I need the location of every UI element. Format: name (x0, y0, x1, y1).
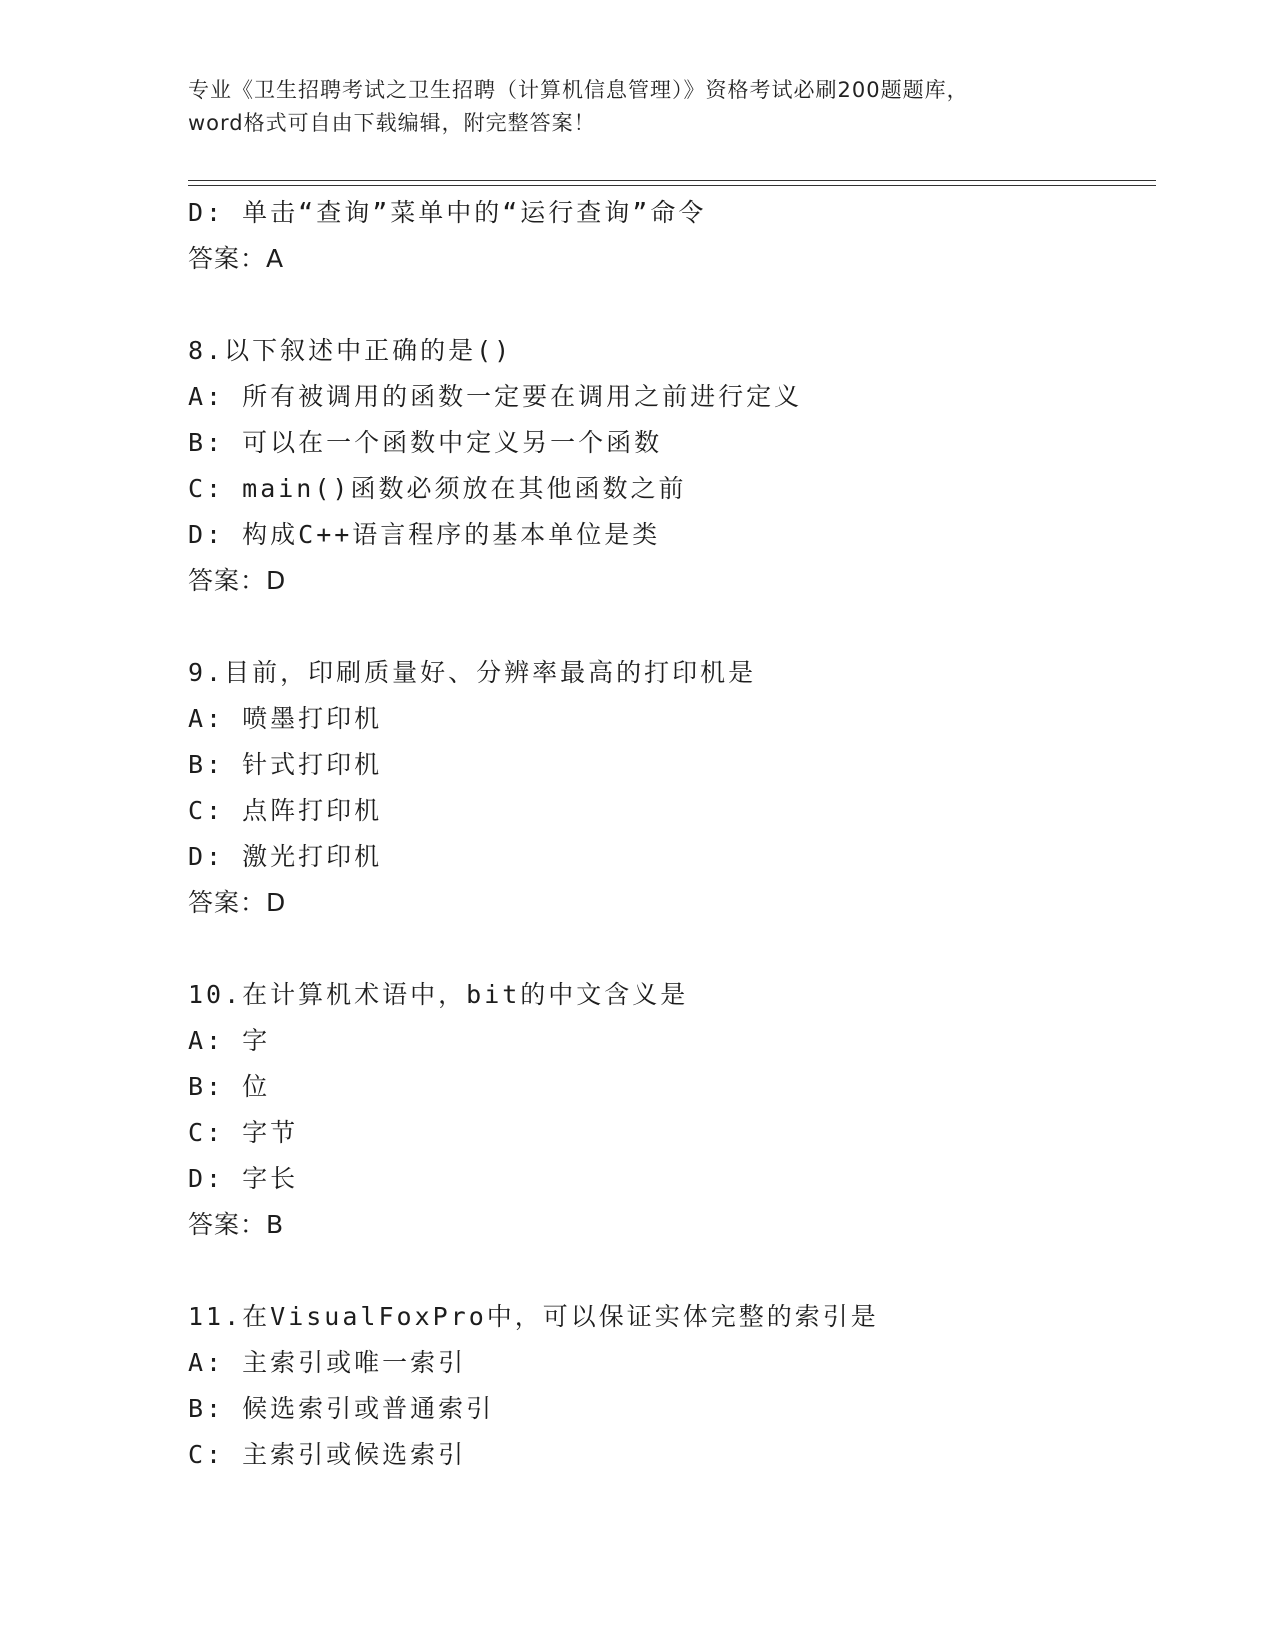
option-d: D: 单击“查询”菜单中的“运行查询”命令 (188, 198, 707, 227)
question-list (188, 190, 1128, 1478)
option-b: B: 针式打印机 (188, 750, 383, 779)
spacer (188, 1248, 1128, 1294)
answer-line: 答案：D (188, 566, 287, 595)
header-title-line-1: 专业《卫生招聘考试之卫生招聘（计算机信息管理）》资格考试必刷200题题库， (188, 78, 969, 102)
option-c: C: 主索引或候选索引 (188, 1440, 467, 1469)
option-a: A: 主索引或唯一索引 (188, 1348, 467, 1377)
spacer (188, 926, 1128, 972)
question-11 (188, 1294, 1128, 1478)
header-divider-bottom (188, 185, 1156, 186)
option-c: C: 字节 (188, 1118, 299, 1147)
answer-line: 答案：A (188, 244, 285, 273)
document-header (188, 74, 1088, 140)
option-a: A: 字 (188, 1026, 271, 1055)
option-a: A: 所有被调用的函数一定要在调用之前进行定义 (188, 382, 803, 411)
option-c: C: main()函数必须放在其他函数之前 (188, 474, 687, 503)
answer-line: 答案：B (188, 1210, 285, 1239)
option-a: A: 喷墨打印机 (188, 704, 383, 733)
question-9 (188, 650, 1128, 926)
spacer (188, 604, 1128, 650)
header-title-line-2: word格式可自由下载编辑，附完整答案！ (188, 111, 596, 135)
question-stem: 9.目前，印刷质量好、分辨率最高的打印机是 (188, 658, 757, 687)
option-d: D: 激光打印机 (188, 842, 383, 871)
option-b: B: 位 (188, 1072, 271, 1101)
answer-line: 答案：D (188, 888, 287, 917)
option-b: B: 候选索引或普通索引 (188, 1394, 495, 1423)
question-8 (188, 328, 1128, 604)
previous-question-fragment (188, 190, 1128, 282)
option-b: B: 可以在一个函数中定义另一个函数 (188, 428, 663, 457)
question-stem: 10.在计算机术语中，bit的中文含义是 (188, 980, 689, 1009)
question-10 (188, 972, 1128, 1248)
option-d: D: 字长 (188, 1164, 299, 1193)
spacer (188, 282, 1128, 328)
question-stem: 8.以下叙述中正确的是() (188, 336, 513, 365)
option-c: C: 点阵打印机 (188, 796, 383, 825)
header-divider-top (188, 180, 1156, 181)
question-stem: 11.在VisualFoxPro中，可以保证实体完整的索引是 (188, 1302, 879, 1331)
option-d: D: 构成C++语言程序的基本单位是类 (188, 520, 661, 549)
